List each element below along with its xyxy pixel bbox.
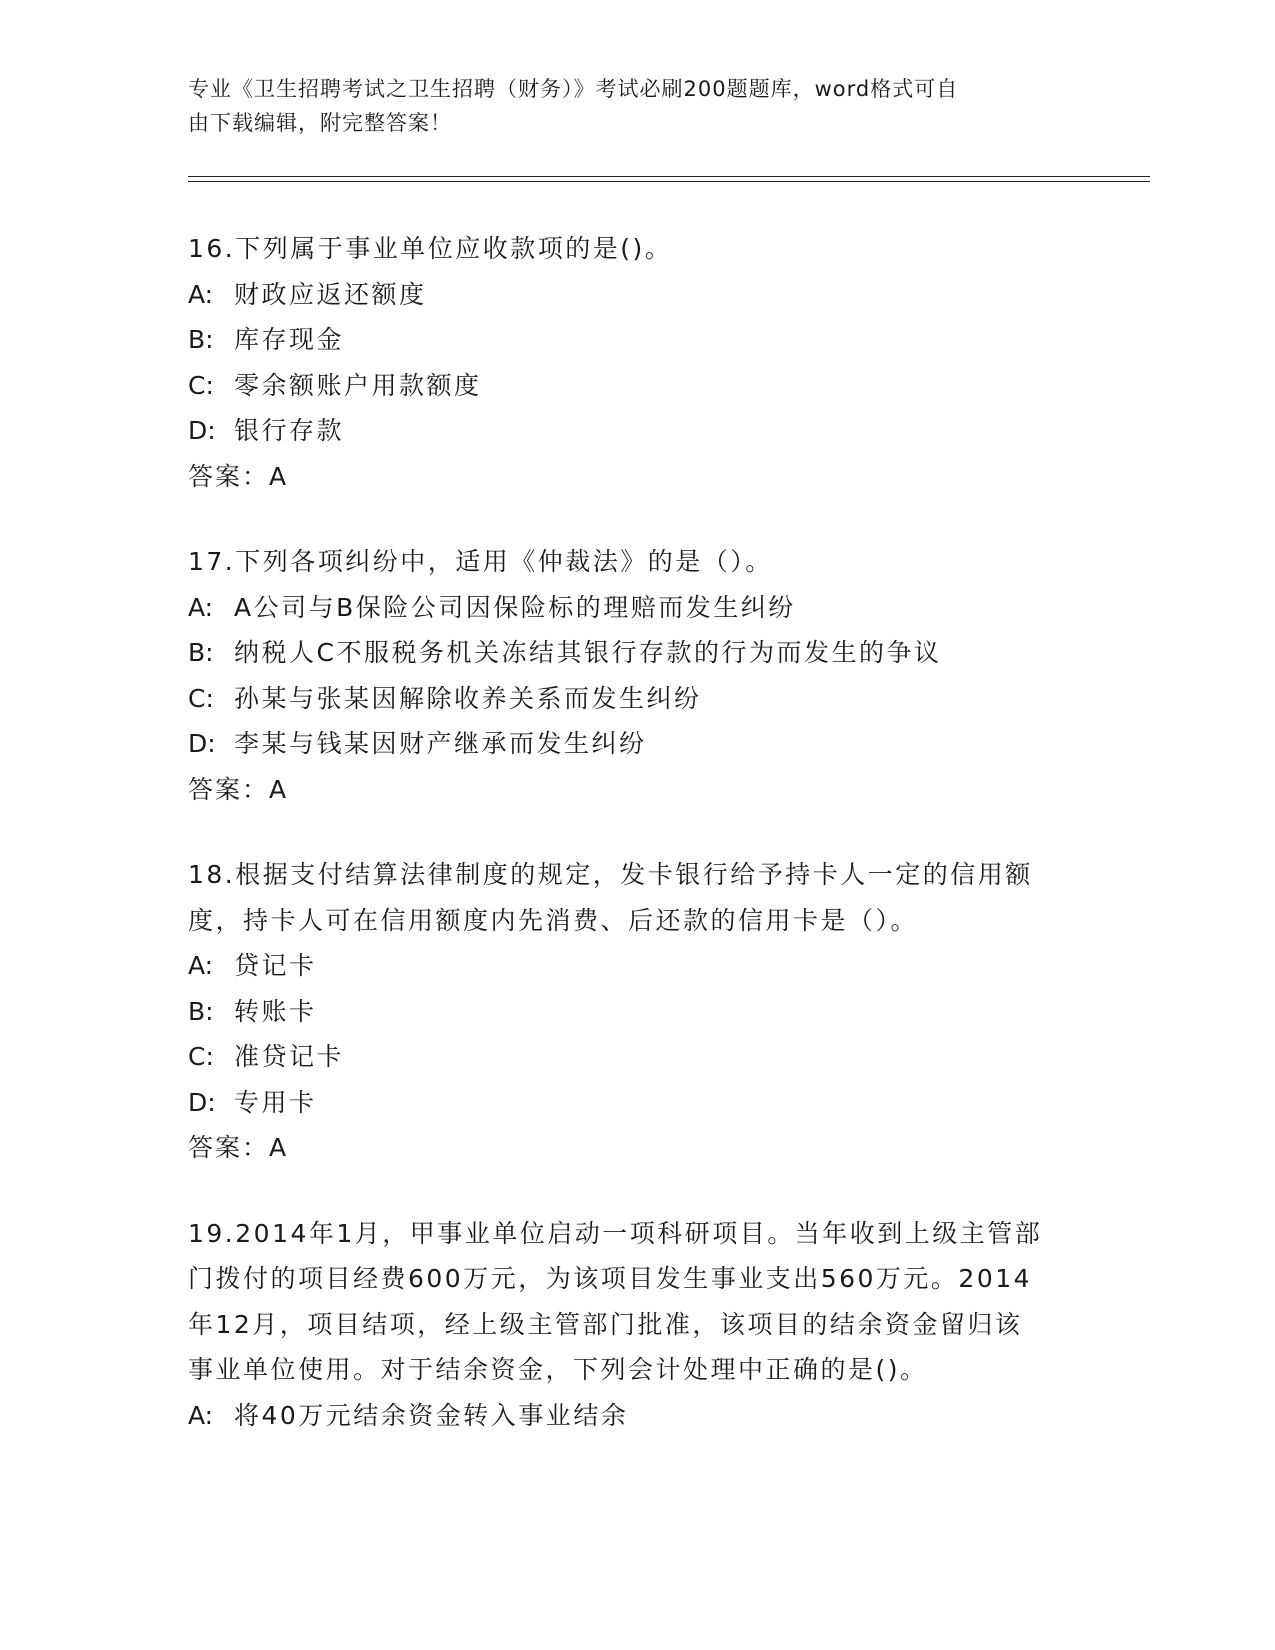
option-text: 零余额账户用款额度 <box>234 370 482 400</box>
option-text: 李某与钱某因财产继承而发生纠纷 <box>234 729 647 758</box>
question-text: 度，持卡人可在信用额度内先消费、后还款的信用卡是（）。 <box>188 905 919 935</box>
question-text: 事业单位使用。对于结余资金，下列会计处理中正确的是()。 <box>188 1355 928 1384</box>
option-key: D: <box>188 729 216 758</box>
option-text: 纳税人C不服税务机关冻结其银行存款的行为而发生的争议 <box>234 638 942 667</box>
option-key: B: <box>188 325 214 354</box>
option-text: 转账卡 <box>234 996 317 1026</box>
option-key: B: <box>188 638 214 667</box>
question-list <box>188 226 1088 1478</box>
question-16 <box>188 226 1088 499</box>
option-key: C: <box>188 1042 214 1071</box>
option-b <box>188 317 1088 363</box>
option-text: 准贷记卡 <box>234 1042 345 1071</box>
option-d <box>188 408 1088 454</box>
option-key: A: <box>188 1400 214 1430</box>
option-text: 将40万元结余资金转入事业结余 <box>234 1400 629 1430</box>
option-d <box>188 1080 1088 1126</box>
question-text: 年12月，项目结项，经上级主管部门批准，该项目的结余资金留归该 <box>188 1309 1023 1339</box>
option-b <box>188 630 1088 676</box>
question-text: 19.2014年1月，甲事业单位启动一项科研项目。当年收到上级主管部 <box>188 1218 1043 1248</box>
header-line-1: 专业《卫生招聘考试之卫生招聘（财务）》考试必刷200题题库，word格式可自 <box>188 77 959 101</box>
document-header <box>188 72 1068 140</box>
option-text: 财政应返还额度 <box>234 279 427 309</box>
option-a <box>188 1393 1088 1439</box>
option-text: 库存现金 <box>234 325 345 354</box>
option-text: 孙某与张某因解除收养关系而发生纠纷 <box>234 683 702 713</box>
header-divider-top <box>188 176 1150 177</box>
header-divider-bottom <box>188 181 1150 182</box>
header-line-2: 由下载编辑，附完整答案！ <box>188 111 452 135</box>
option-key: A: <box>188 592 214 622</box>
question-17 <box>188 539 1088 812</box>
question-text: 18.根据支付结算法律制度的规定，发卡银行给予持卡人一定的信用额 <box>188 860 1033 889</box>
option-b <box>188 989 1088 1035</box>
question-18 <box>188 852 1088 1171</box>
option-c <box>188 676 1088 722</box>
question-text: 门拨付的项目经费600万元，为该项目发生事业支出560万元。2014 <box>188 1264 1033 1293</box>
option-d <box>188 721 1088 767</box>
option-a <box>188 272 1088 318</box>
option-key: C: <box>188 370 214 400</box>
option-key: B: <box>188 996 214 1026</box>
question-text: 16.下列属于事业单位应收款项的是()。 <box>188 234 673 263</box>
option-key: D: <box>188 1087 216 1117</box>
answer-line: 答案：A <box>188 774 289 804</box>
question-19 <box>188 1211 1088 1439</box>
option-key: A: <box>188 951 214 980</box>
option-text: A公司与B保险公司因保险标的理赔而发生纠纷 <box>234 592 796 622</box>
option-key: A: <box>188 279 214 309</box>
option-a <box>188 943 1088 989</box>
option-key: C: <box>188 683 214 713</box>
option-key: D: <box>188 416 216 445</box>
answer-line: 答案：A <box>188 1133 289 1162</box>
option-text: 专用卡 <box>234 1087 317 1117</box>
option-text: 银行存款 <box>234 416 345 445</box>
question-text: 17.下列各项纠纷中，适用《仲裁法》的是（）。 <box>188 547 773 576</box>
option-c <box>188 1034 1088 1080</box>
answer-line: 答案：A <box>188 461 289 491</box>
option-c <box>188 363 1088 409</box>
option-text: 贷记卡 <box>234 951 317 980</box>
option-a <box>188 585 1088 631</box>
